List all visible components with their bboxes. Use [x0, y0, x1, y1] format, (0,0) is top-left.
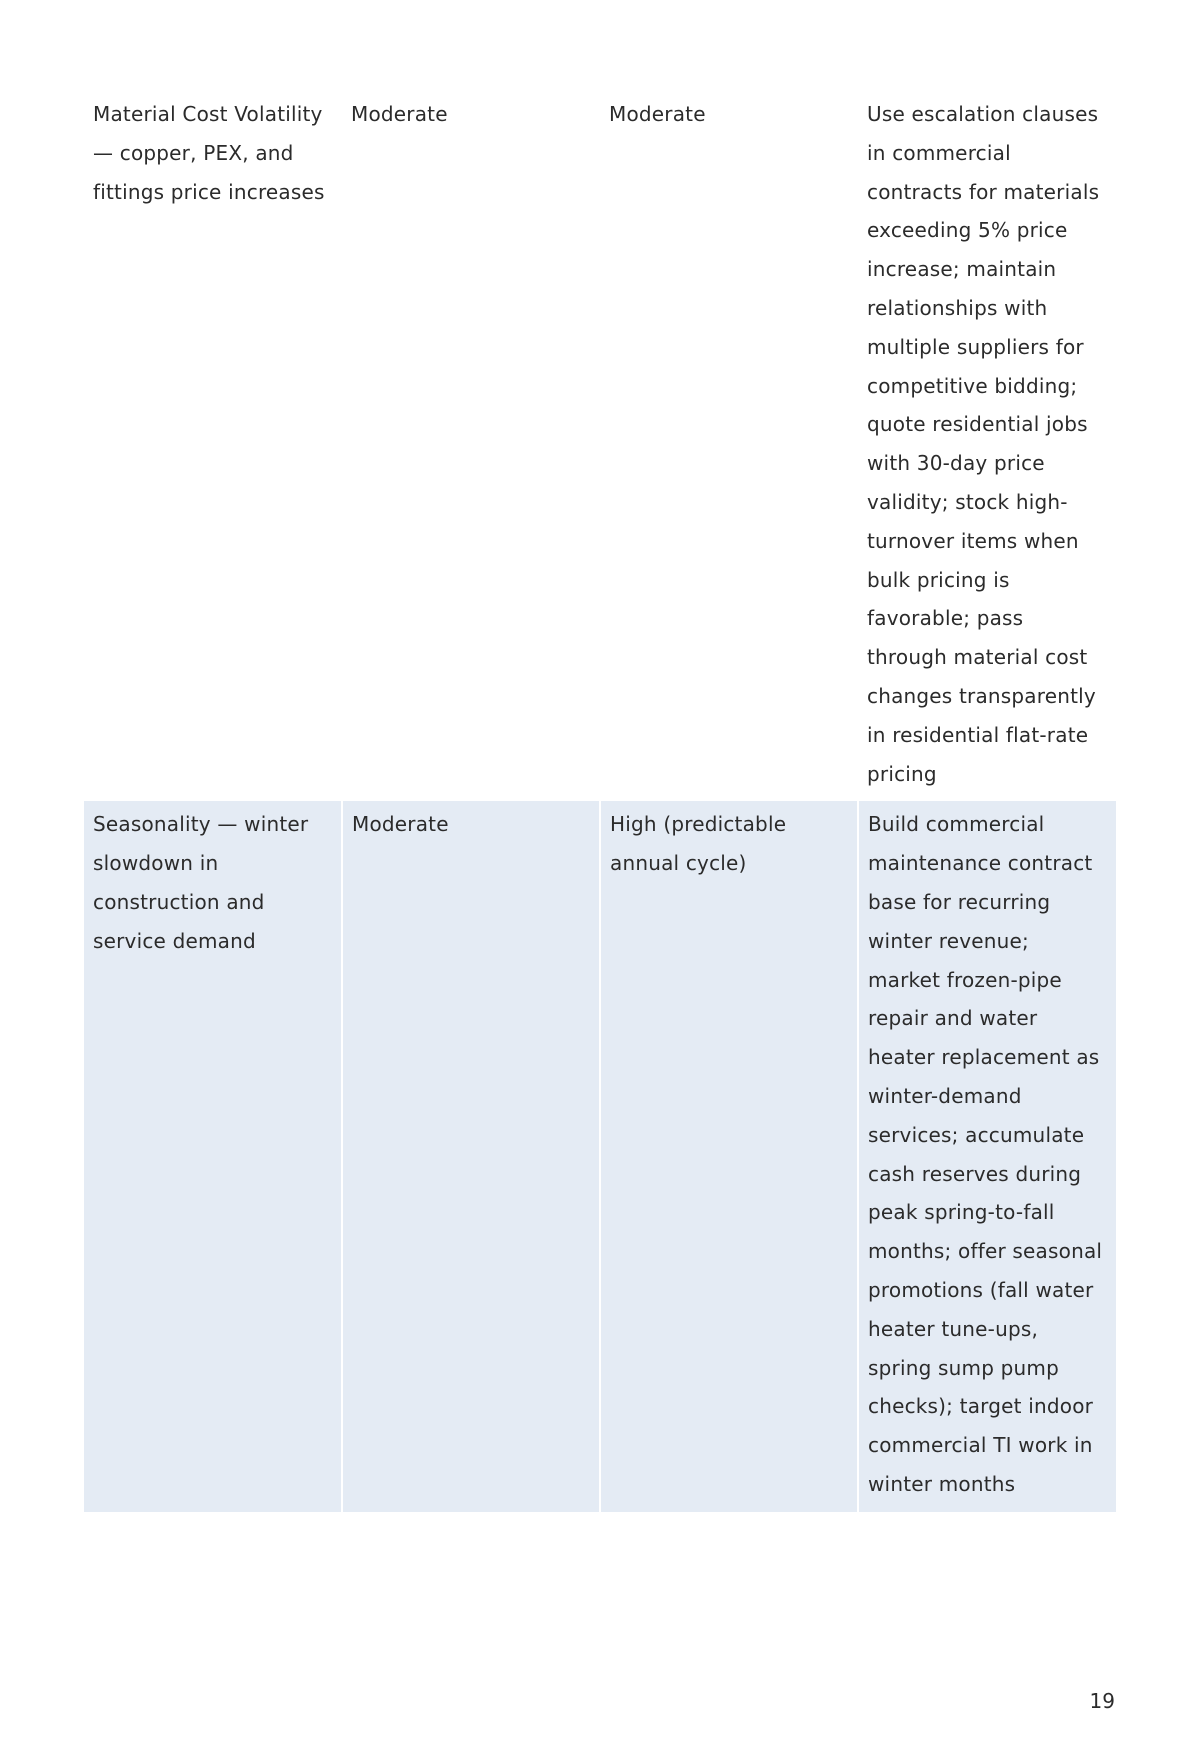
likelihood-cell: Moderate: [342, 91, 600, 801]
risk-cell: Material Cost Volatility — copper, PEX, and fittings price increases: [84, 91, 342, 801]
risk-table: [84, 91, 1116, 1512]
table-row: [84, 91, 1116, 801]
risk-cell: Seasonality — winter slowdown in construction and service demand: [84, 801, 342, 1511]
mitigation-cell: Use escalation clauses in commercial contracts for materials exceeding 5% price increase; maintain relationships with multiple suppliers for competitive bidding; quote residential jobs with 30-day price validity; stock high-turnover items when bulk pricing is favorable; pass through material cost changes transparently in residential flat-rate pricing: [858, 91, 1116, 801]
impact-cell: Moderate: [600, 91, 858, 801]
mitigation-cell: Build commercial maintenance contract base for recurring winter revenue; market frozen-pipe repair and water heater replacement as winter-demand services; accumulate cash reserves during peak spring-to-fall months; offer seasonal promotions (fall water heater tune-ups, spring sump pump checks); target indoor commercial TI work in winter months: [858, 801, 1116, 1511]
table-row: [84, 801, 1116, 1511]
page-number: 19: [1089, 1689, 1115, 1713]
likelihood-cell: Moderate: [342, 801, 600, 1511]
impact-cell: High (predictable annual cycle): [600, 801, 858, 1511]
